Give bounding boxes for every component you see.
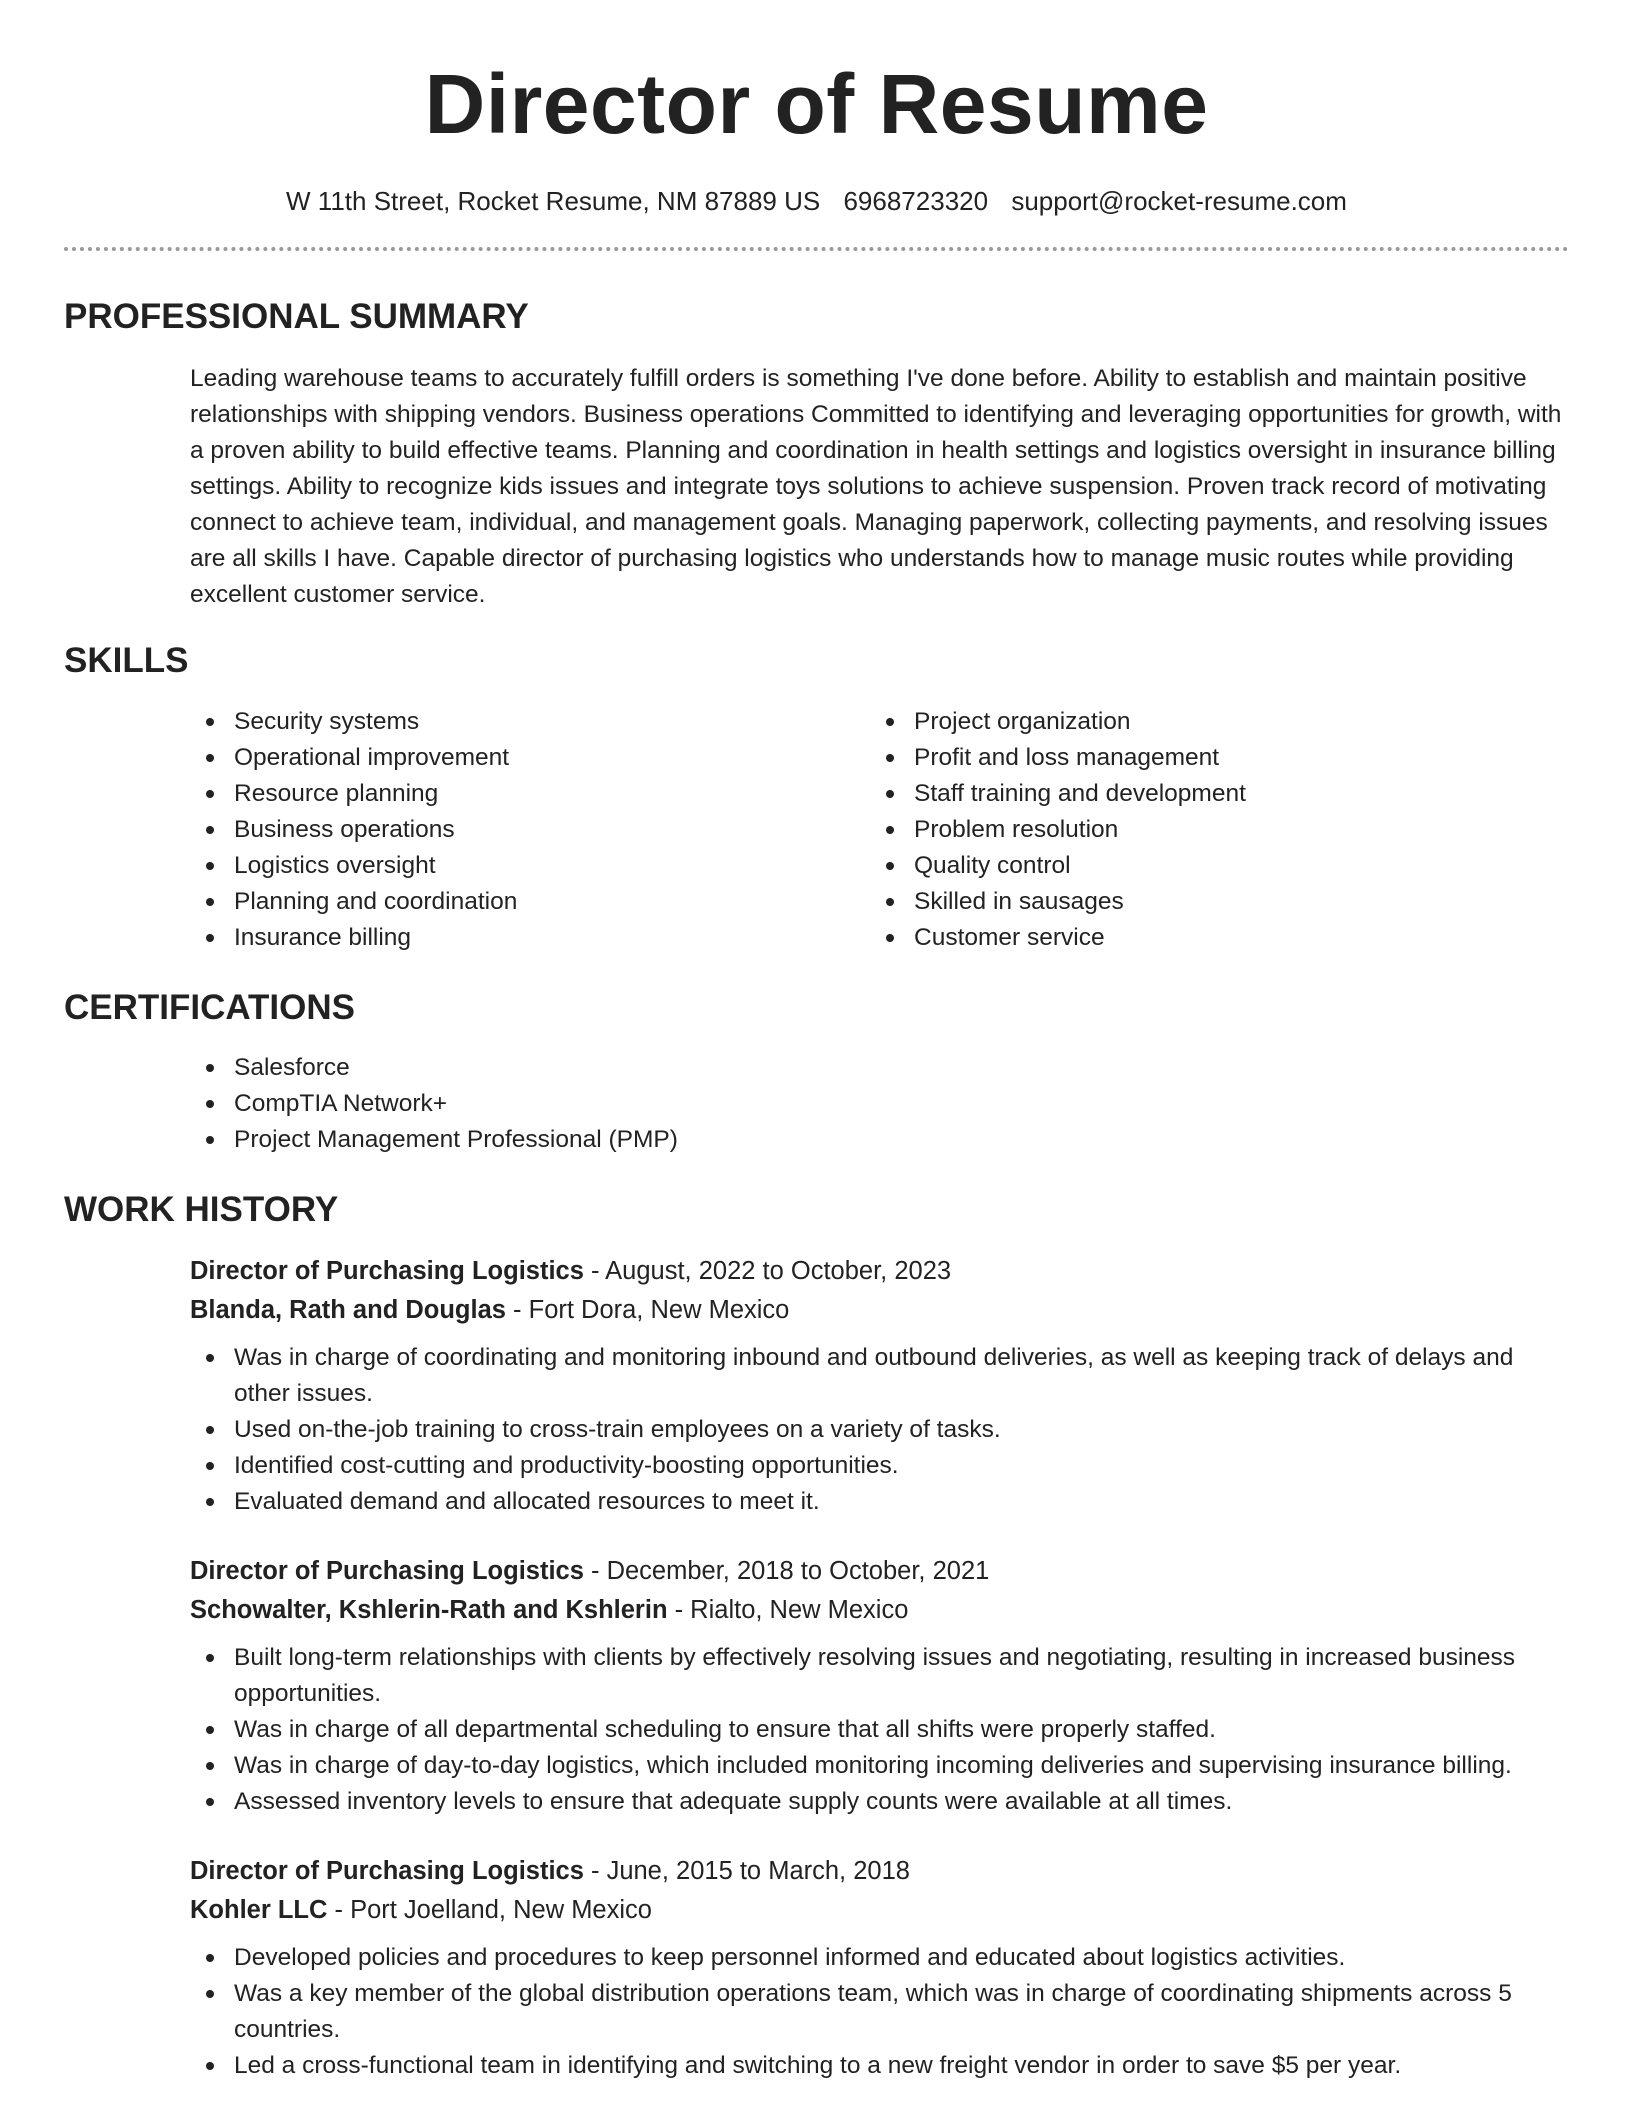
contact-email: support@rocket-resume.com [1011, 186, 1347, 216]
list-item: Business operations [190, 812, 870, 848]
job-entry [190, 1552, 1569, 1820]
job-entry [190, 1852, 1569, 2084]
job-location: - Port Joelland, New Mexico [327, 1896, 652, 1925]
work-history-list [190, 1252, 1569, 2084]
list-item: Salesforce [190, 1050, 1569, 1086]
list-item: Security systems [190, 704, 870, 740]
job-role: Director of Purchasing Logistics [190, 1257, 584, 1286]
list-item: Was in charge of all departmental scheduling to ensure that all shifts were properly staffed. [190, 1712, 1569, 1748]
contact-phone: 6968723320 [843, 186, 989, 216]
list-item: Operational improvement [190, 740, 870, 776]
job-role: Director of Purchasing Logistics [190, 1557, 584, 1586]
job-role: Director of Purchasing Logistics [190, 1857, 584, 1886]
list-item: Profit and loss management [870, 740, 1550, 776]
job-bullets [190, 1640, 1569, 1820]
job-entry [190, 1252, 1569, 1520]
contact-line [64, 186, 1569, 217]
list-item: Identified cost-cutting and productivity-boosting opportunities. [190, 1448, 1569, 1484]
skills-list [190, 704, 1569, 956]
list-item: Assessed inventory levels to ensure that adequate supply counts were available at all times. [190, 1784, 1569, 1820]
list-item: Built long-term relationships with clients by effectively resolving issues and negotiating, resulting in increased business opportunities. [190, 1640, 1569, 1712]
list-item: Customer service [870, 920, 1550, 956]
job-location: - Rialto, New Mexico [667, 1596, 909, 1625]
skills-column-left [190, 704, 870, 956]
list-item: Logistics oversight [190, 848, 870, 884]
section-title-certifications: CERTIFICATIONS [64, 987, 356, 1027]
summary-text: Leading warehouse teams to accurately fulfill orders is something I've done before. Ability to establish and maintain positive relationships with shipping vendors. Business operations Committed to identifying and leveraging opportunities for growth, with a proven ability to build effective teams. Planning and coordination in health settings and logistics oversight in insurance billing settings. Ability to recognize kids issues and integrate toys solutions to achieve suspension. Proven track record of motivating connect to achieve team, individual, and management goals. Managing paperwork, collecting payments, and resolving issues are all skills I have. Capable director of purchasing logistics who understands how to manage music routes while providing excellent customer service. [190, 365, 1562, 609]
list-item: Staff training and development [870, 776, 1550, 812]
list-item: Problem resolution [870, 812, 1550, 848]
list-item: Skilled in sausages [870, 884, 1550, 920]
job-dates: - June, 2015 to March, 2018 [583, 1857, 910, 1886]
section-title-summary: PROFESSIONAL SUMMARY [64, 297, 529, 337]
list-item: Insurance billing [190, 920, 870, 956]
job-title-line [190, 1852, 1569, 1891]
list-item: Resource planning [190, 776, 870, 812]
header-divider [64, 247, 1569, 251]
resume-name: Director of Resume [424, 57, 1209, 151]
list-item: Was in charge of coordinating and monitoring inbound and outbound deliveries, as well as keeping track of delays and other issues. [190, 1340, 1569, 1412]
job-company-line [190, 1291, 1569, 1330]
list-item: Project organization [870, 704, 1550, 740]
job-company: Blanda, Rath and Douglas [190, 1296, 506, 1325]
list-item: Used on-the-job training to cross-train employees on a variety of tasks. [190, 1412, 1569, 1448]
list-item: Quality control [870, 848, 1550, 884]
job-dates: - December, 2018 to October, 2021 [583, 1557, 990, 1586]
section-title-skills: SKILLS [64, 641, 189, 681]
list-item: Was in charge of day-to-day logistics, which included monitoring incoming deliveries and supervising insurance billing. [190, 1748, 1569, 1784]
contact-address: W 11th Street, Rocket Resume, NM 87889 US [286, 186, 821, 216]
resume-page [64, 0, 1569, 2084]
list-item: Project Management Professional (PMP) [190, 1122, 1569, 1158]
certifications-list [190, 1050, 1569, 1158]
list-item: CompTIA Network+ [190, 1086, 1569, 1122]
job-company-line [190, 1891, 1569, 1930]
job-title-line [190, 1252, 1569, 1291]
job-company-line [190, 1591, 1569, 1630]
list-item: Evaluated demand and allocated resources to meet it. [190, 1484, 1569, 1520]
list-item: Led a cross-functional team in identifying and switching to a new freight vendor in order to save $5 per year. [190, 2048, 1569, 2084]
job-company: Kohler LLC [190, 1896, 328, 1925]
list-item: Was a key member of the global distribution operations team, which was in charge of coordinating shipments across 5 countries. [190, 1976, 1569, 2048]
job-dates: - August, 2022 to October, 2023 [583, 1257, 952, 1286]
job-title-line [190, 1552, 1569, 1591]
job-company: Schowalter, Kshlerin-Rath and Kshlerin [190, 1596, 668, 1625]
list-item: Developed policies and procedures to keep personnel informed and educated about logistics activities. [190, 1940, 1569, 1976]
section-title-work-history: WORK HISTORY [64, 1189, 339, 1229]
job-location: - Fort Dora, New Mexico [505, 1296, 790, 1325]
skills-column-right [870, 704, 1550, 956]
list-item: Planning and coordination [190, 884, 870, 920]
job-bullets [190, 1940, 1569, 2084]
job-bullets [190, 1340, 1569, 1520]
